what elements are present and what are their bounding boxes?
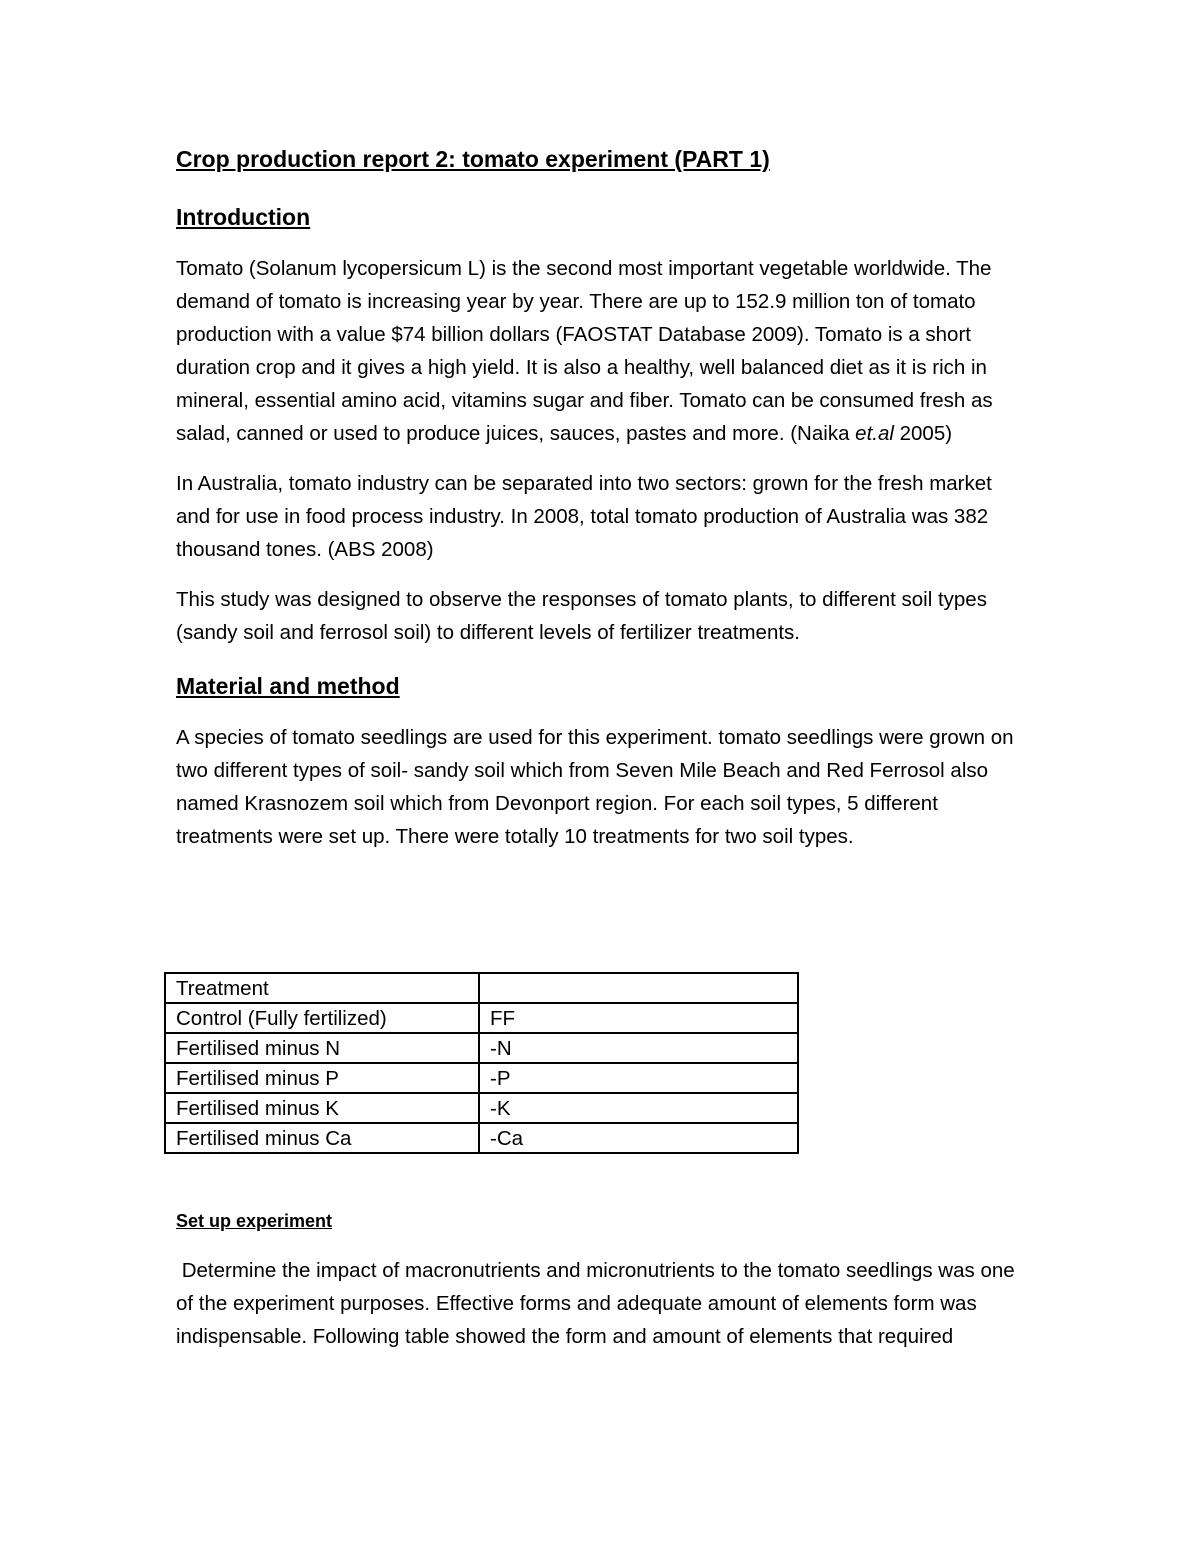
introduction-paragraph-3: This study was designed to observe the responses of tomato plants, to different soil types (sandy soil and ferrosol soil) to different levels of fertilizer treatments. (176, 588, 987, 644)
introduction-paragraph-2: In Australia, tomato industry can be separated into two sectors: grown for the fresh market and for use in food process industry. In 2008, total tomato production of Australia was 382 thousand tones. (ABS 2008) (176, 472, 992, 561)
introduction-paragraph-1 (176, 252, 1028, 450)
table-cell-treatment: Fertilised minus Ca (165, 1123, 479, 1153)
table-cell-code: -N (479, 1033, 798, 1063)
table-cell-code: -Ca (479, 1123, 798, 1153)
table-cell-code: -K (479, 1093, 798, 1123)
document-title: Crop production report 2: tomato experiment (PART 1) (176, 146, 770, 172)
document-body (176, 142, 1028, 853)
table-cell-treatment: Fertilised minus N (165, 1033, 479, 1063)
table-row (165, 973, 798, 1003)
setup-section (176, 1208, 1028, 1353)
table-cell-treatment: Treatment (165, 973, 479, 1003)
material-method-heading: Material and method (176, 673, 400, 699)
setup-paragraph: Determine the impact of macronutrients and micronutrients to the tomato seedlings was one of the experiment purposes. Effective forms and adequate amount of elements form was indispensable. Following table showed the form and amount of elements that required (176, 1259, 1021, 1348)
introduction-paragraph-1-italic: et.al (855, 422, 894, 445)
table-cell-treatment: Control (Fully fertilized) (165, 1003, 479, 1033)
table-row (165, 1093, 798, 1123)
table-row (165, 1033, 798, 1063)
introduction-heading: Introduction (176, 204, 311, 230)
setup-heading: Set up experiment (176, 1211, 333, 1231)
material-method-paragraph: A species of tomato seedlings are used for this experiment. tomato seedlings were grown on two different types of soil- sandy soil which from Seven Mile Beach and Red Ferrosol also named Krasnozem soil which from Devonport region. For each soil types, 5 different treatments were set up. There were totally 10 treatments for two soil types. (176, 726, 1014, 848)
table-cell-code: FF (479, 1003, 798, 1033)
table-row (165, 1003, 798, 1033)
treatment-table (164, 972, 799, 1154)
table-cell-treatment: Fertilised minus K (165, 1093, 479, 1123)
introduction-paragraph-1-text: Tomato (Solanum lycopersicum L) is the second most important vegetable worldwide. The demand of tomato is increasing year by year. There are up to 152.9 million ton of tomato production with a value $74 billion dollars (FAOSTAT Database 2009). Tomato is a short duration crop and it gives a high yield. It is also a healthy, well balanced diet as it is rich in mineral, essential amino acid, vitamins sugar and fiber. Tomato can be consumed fresh as salad, canned or used to produce juices, sauces, pastes and more. (Naika (176, 257, 993, 445)
table-cell-treatment: Fertilised minus P (165, 1063, 479, 1093)
table-row (165, 1123, 798, 1153)
table-row (165, 1063, 798, 1093)
table-cell-code (479, 973, 798, 1003)
introduction-paragraph-1-end: 2005) (893, 422, 953, 445)
table-cell-code: -P (479, 1063, 798, 1093)
